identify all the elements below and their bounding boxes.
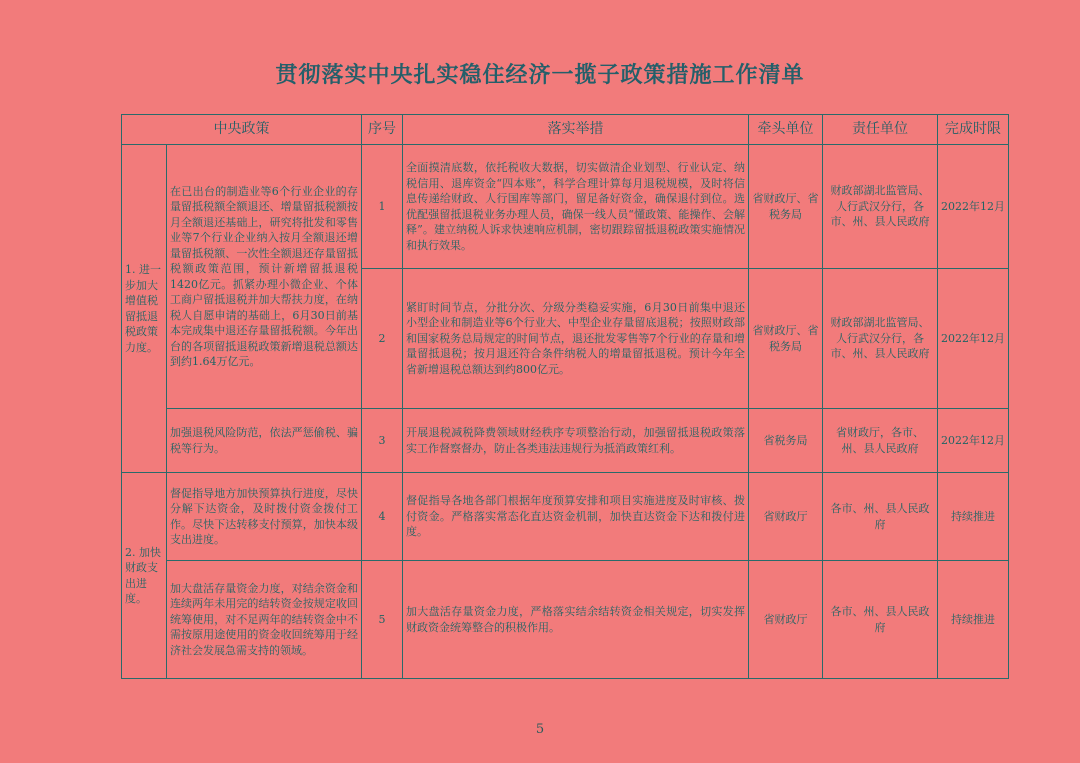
deadline-cell: 持续推进 [938,561,1009,679]
seq-cell: 3 [362,409,403,473]
resp-cell: 财政部湖北监管局、人行武汉分行，各市、州、县人民政府 [823,145,938,269]
seq-cell: 5 [362,561,403,679]
lead-cell: 省税务局 [749,409,823,473]
table-row [122,409,1009,473]
table-row [122,145,1009,269]
deadline-cell: 2022年12月 [938,145,1009,269]
header-lead: 牵头单位 [749,115,823,145]
deadline-cell: 2022年12月 [938,269,1009,409]
measure-cell: 加大盘活存量资金力度，严格落实结余结转资金相关规定，切实发挥财政资金统筹整合的积极作用。 [403,561,749,679]
document-title: 贯彻落实中央扎实稳住经济一揽子政策措施工作清单 [275,62,805,88]
measure-cell: 督促指导各地各部门根据年度预算安排和项目实施进度及时审核、拨付资金。严格落实常态化直达资金机制，加快直达资金下达和拨付进度。 [403,473,749,561]
seq-cell: 4 [362,473,403,561]
deadline-cell: 2022年12月 [938,409,1009,473]
policy-cell: 加大盘活存量资金力度，对结余资金和连续两年未用完的结转资金按规定收回统筹使用，对不足两年的结转资金中不需按原用途使用的资金收回统筹用于经济社会发展急需支持的领域。 [167,561,362,679]
table-row [122,561,1009,679]
lead-cell: 省财政厅、省税务局 [749,145,823,269]
table-row [122,473,1009,561]
resp-cell: 各市、州、县人民政府 [823,561,938,679]
header-policy: 中央政策 [122,115,362,145]
lead-cell: 省财政厅、省税务局 [749,269,823,409]
category-cell: 1. 进一步加大增值税留抵退税政策力度。 [122,145,167,473]
table-header-row [122,115,1009,145]
header-measure: 落实举措 [403,115,749,145]
header-deadline: 完成时限 [938,115,1009,145]
measure-cell: 开展退税减税降费领域财经秩序专项整治行动，加强留抵退税政策落实工作督察督办，防止各类违法违规行为抵消政策红利。 [403,409,749,473]
measure-cell: 紧盯时间节点，分批分次、分级分类稳妥实施，6月30日前集中退还小型企业和制造业等6个行业大、中型企业存量留底退税；按照财政部和国家税务总局规定的时间节点，退还批发零售等7个行业的存量和增量留抵退税；按月退还符合条件纳税人的增量留抵退税。预计今年全省新增退税总额达到约800亿元。 [403,269,749,409]
policy-cell: 督促指导地方加快预算执行进度，尽快分解下达资金，及时拨付资金拨付工作。尽快下达转移支付预算，加快本级支出进度。 [167,473,362,561]
seq-cell: 1 [362,145,403,269]
policy-cell: 在已出台的制造业等6个行业企业的存量留抵税额全额退还、增量留抵税额按月全额退还基础上，研究将批发和零售业等7个行业企业纳入按月全额退还增量留抵税额、一次性全额退还存量留抵税额政策范围，预计新增留抵退税1420亿元。抓紧办理小微企业、个体工商户留抵退税并加大帮扶力度，在纳税人自愿申请的基础上，6月30日前基本完成集中退还存量留抵税额。今年出台的各项留抵退税政策新增退税总额达到约1.64万亿元。 [167,145,362,409]
measure-cell: 全面摸清底数，依托税收大数据，切实做清企业划型、行业认定、纳税信用、退库资金“四本账”，科学合理计算每月退税规模，及时将信息传递给财政、人行国库等部门，留足备好资金，确保退付到位。选优配强留抵退税业务办理人员，确保一线人员“懂政策、能操作、会解释”。建立纳税人诉求快速响应机制，密切跟踪留抵退税政策实施情况和执行效果。 [403,145,749,269]
resp-cell: 省财政厅，各市、州、县人民政府 [823,409,938,473]
lead-cell: 省财政厅 [749,561,823,679]
header-resp: 责任单位 [823,115,938,145]
lead-cell: 省财政厅 [749,473,823,561]
resp-cell: 财政部湖北监管局、人行武汉分行，各市、州、县人民政府 [823,269,938,409]
category-cell: 2. 加快财政支出进度。 [122,473,167,679]
policy-cell: 加强退税风险防范，依法严惩偷税、骗税等行为。 [167,409,362,473]
resp-cell: 各市、州、县人民政府 [823,473,938,561]
deadline-cell: 持续推进 [938,473,1009,561]
page-number: 5 [535,722,545,737]
seq-cell: 2 [362,269,403,409]
policy-table [121,114,1009,679]
header-seq: 序号 [362,115,403,145]
